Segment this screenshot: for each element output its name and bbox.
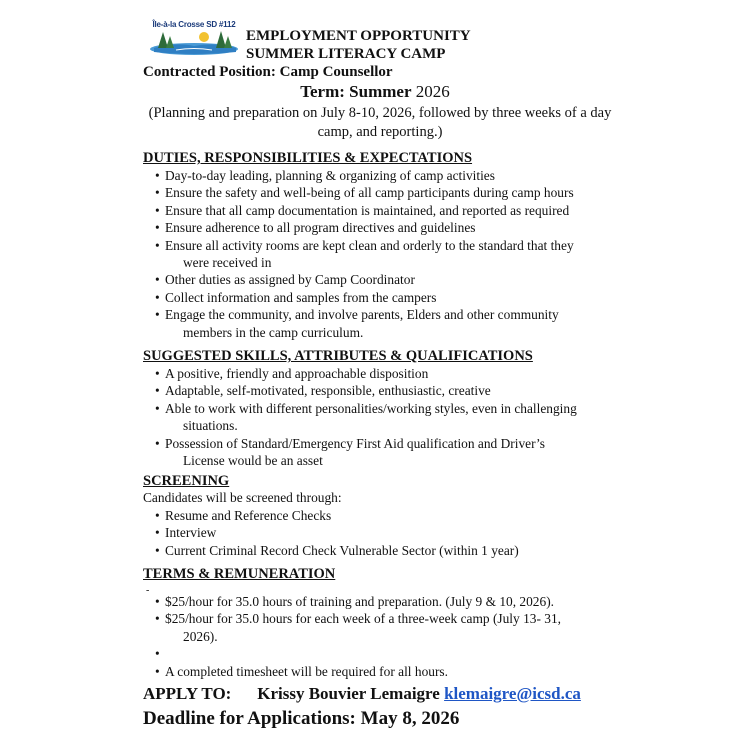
school-division-logo	[146, 20, 242, 54]
application-deadline: Deadline for Applications: May 8, 2026	[143, 708, 460, 729]
term-year: 2026	[415, 82, 450, 101]
list-item-continuation: situations.	[183, 418, 238, 434]
list-item: • A completed timesheet will be required for all hours.	[155, 663, 561, 680]
skills-heading: SUGGESTED SKILLS, ATTRIBUTES & QUALIFICATIONS	[143, 348, 533, 364]
list-item: • Other duties as assigned by Camp Coordinator	[155, 271, 574, 288]
list-item: • Adaptable, self-motivated, responsible, enthusiastic, creative	[155, 382, 577, 399]
duties-heading: DUTIES, RESPONSIBILITIES & EXPECTATIONS	[143, 150, 473, 166]
list-item: • A positive, friendly and approachable disposition	[155, 365, 577, 382]
list-item-text: Engage the community, and involve parents, Elders and other community	[165, 307, 559, 323]
list-item: • Ensure the safety and well-being of all camp participants during camp hours	[155, 184, 574, 201]
list-item-continuation: 2026).	[183, 628, 218, 644]
list-item-continuation: License would be an asset	[183, 453, 323, 469]
list-item-text: Able to work with different personalities/working styles, even in challenging	[165, 400, 577, 416]
lake-trees-icon	[146, 28, 242, 56]
list-item: • Current Criminal Record Check Vulnerable Sector (within 1 year)	[155, 542, 519, 559]
contact-email-link[interactable]: klemaigre@icsd.ca	[444, 684, 581, 703]
list-item: • Ensure that all camp documentation is maintained, and reported as required	[155, 202, 574, 219]
list-item: • Resume and Reference Checks	[155, 507, 519, 524]
list-item: • Collect information and samples from the campers	[155, 289, 574, 306]
terms-list	[155, 593, 561, 680]
list-item	[155, 435, 577, 470]
list-item	[155, 237, 574, 272]
apply-label: APPLY TO:	[143, 684, 232, 703]
list-item	[155, 400, 577, 435]
planning-note: (Planning and preparation on July 8-10, 2026, followed by three weeks of a day camp, and reporting.)	[148, 105, 612, 140]
screening-list	[155, 507, 519, 559]
list-item-text: Ensure all activity rooms are kept clean and orderly to the standard that they	[165, 237, 574, 253]
screening-heading: SCREENING	[143, 473, 230, 489]
apply-line	[143, 684, 581, 704]
posting-title: EMPLOYMENT OPPORTUNITY	[246, 28, 471, 44]
list-item: • Day-to-day leading, planning & organizing of camp activities	[155, 167, 574, 184]
logo-text: Île-à-la Crosse SD #112	[152, 20, 236, 29]
list-item: • Interview	[155, 524, 519, 541]
term-label: Term: Summer	[300, 82, 412, 101]
term-line	[0, 82, 750, 102]
list-item-text: Possession of Standard/Emergency First Aid qualification and Driver’s	[165, 435, 545, 451]
program-title: SUMMER LITERACY CAMP	[246, 46, 446, 62]
terms-heading: TERMS & REMUNERATION	[143, 566, 336, 582]
list-item-continuation: were received in	[183, 255, 272, 271]
list-item	[155, 610, 561, 645]
skills-list	[155, 365, 577, 469]
contact-name: Krissy Bouvier Lemaigre	[257, 684, 440, 703]
stray-mark: -	[146, 585, 150, 596]
screening-intro: Candidates will be screened through:	[143, 490, 342, 505]
duties-list	[155, 167, 574, 341]
list-item	[155, 306, 574, 341]
list-item: • Ensure adherence to all program directives and guidelines	[155, 219, 574, 236]
list-item	[155, 645, 561, 662]
list-item: • $25/hour for 35.0 hours of training and preparation. (July 9 & 10, 2026).	[155, 593, 561, 610]
list-item-text: $25/hour for 35.0 hours for each week of a three-week camp (July 13- 31,	[165, 611, 562, 627]
list-item-continuation: members in the camp curriculum.	[183, 324, 364, 340]
contracted-position: Contracted Position: Camp Counsellor	[143, 64, 393, 80]
